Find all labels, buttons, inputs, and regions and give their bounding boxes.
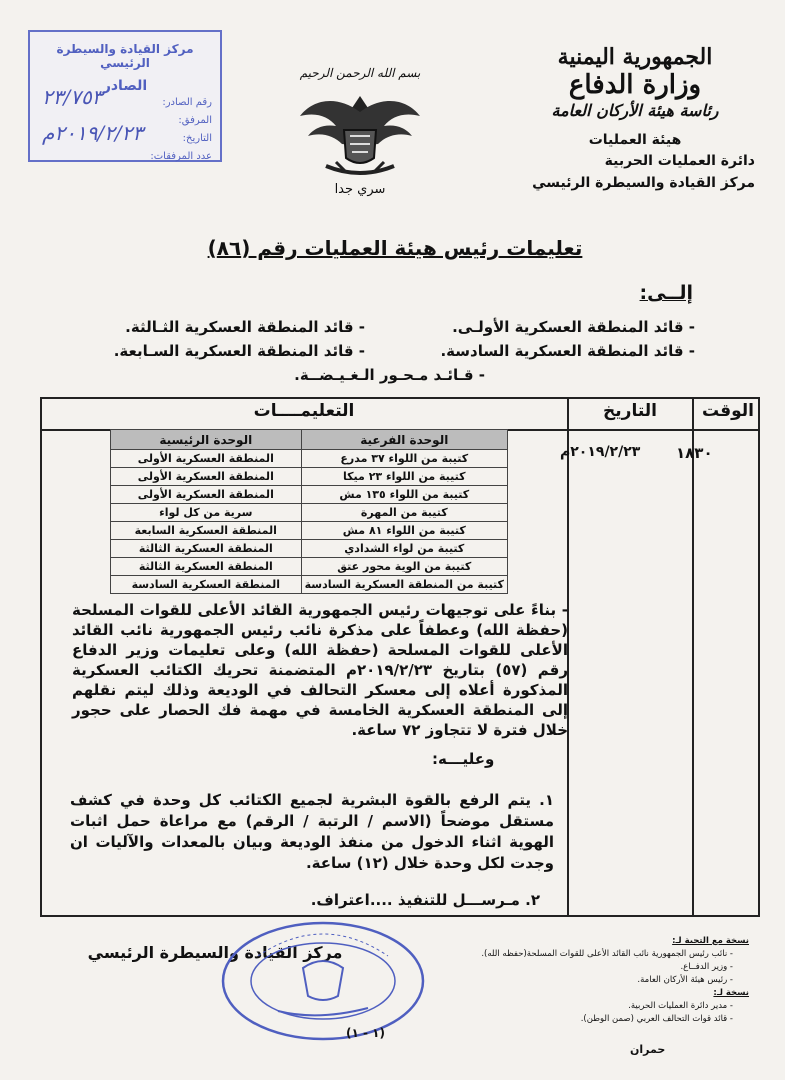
outgoing-stamp bbox=[28, 30, 222, 162]
instruction-item-1: ١. يتم الرفع بالقوة البشرية لجميع الكتائب كل وحدة في كشف مستقل موضحاً (الاسم / الرتبة / الرقم) مع مراعاة حمل اثبات الهوية اثناء الدخول من منفذ الوديعة وبيان بالمعدات والآليات ان وجدت لكل وحدة خلال (١٢) ساعة. bbox=[70, 791, 554, 872]
sub-unit-cell: كتيبة من الوية محور عتق bbox=[301, 558, 507, 576]
table-row bbox=[111, 558, 508, 576]
sub-unit-cell: كتيبة من لواء الشدادي bbox=[301, 540, 507, 558]
table-row bbox=[111, 486, 508, 504]
copies-greeting-label: نسخة مع التحية لـ: bbox=[672, 936, 749, 946]
war-operations-dept: دائرة العمليات الحربية bbox=[604, 153, 755, 169]
sub-unit-cell: كتيبة من المهرة bbox=[301, 504, 507, 522]
stamp-date-value: ٢٠١٩/٢/٢٣م bbox=[42, 121, 144, 145]
copy-item: - نائب رئيس الجمهورية نائب القائد الأعلى للقوات المسلحة(حفظه الله). bbox=[481, 949, 733, 959]
units-table bbox=[110, 429, 508, 594]
col-date-header: التاريخ bbox=[603, 401, 657, 421]
stamp-date-line bbox=[30, 121, 220, 148]
directive-paragraph: - بناءً على توجيهات رئيس الجمهورية القائد الأعلى للقوات المسلحة (حفظة الله) وعطفاً على مذكرة نائب رئيس الجمهورية نائب القائد الأعلى للقوات المسلحة (حفظة الله) وعلى تعليمات وزير الدفاع رقم (٥٧) بتاريخ ٢٠١٩/٢/٢٣م المتضمنة تحريك الكتائب العسكرية المذكورة أعلاه إلى معسكر التحالف في الوديعة وذلك ليتم نقلهم إلى المنطقة العسكرية الخامسة في مهمة فك الحصار على حجور خلال فترة لا تتجاوز ٧٢ ساعة. bbox=[72, 601, 568, 739]
table-row bbox=[111, 540, 508, 558]
instruction-time: ١٨٣٠ bbox=[676, 444, 713, 462]
therefore-label: وعليـــه: bbox=[432, 750, 495, 768]
copy-item: - رئيس هيئة الأركان العامة. bbox=[637, 975, 733, 985]
table-row bbox=[111, 450, 508, 468]
sub-unit-cell: كتيبة من المنطقة العسكرية السادسة bbox=[301, 576, 507, 594]
main-unit-cell: المنطقة العسكرية السابعة bbox=[111, 522, 302, 540]
stamp-outgoing: الصادر bbox=[102, 78, 148, 94]
main-unit-cell: المنطقة العسكرية الثالثة bbox=[111, 540, 302, 558]
ministry-name: وزارة الدفاع bbox=[568, 70, 702, 100]
stamp-ref-line bbox=[30, 85, 220, 112]
stamp-date-label: التاريخ: bbox=[182, 133, 212, 144]
instruction-item-2: ٢. مـرســـل للتنفيذ ....اعتراف. bbox=[310, 891, 540, 909]
main-unit-cell: المنطقة العسكرية الثالثة bbox=[111, 558, 302, 576]
sub-unit-cell: كتيبة من اللواء ٣٧ مدرع bbox=[301, 450, 507, 468]
copies-to-label: نسخة لـ: bbox=[713, 988, 749, 998]
letterhead bbox=[515, 44, 755, 194]
stamp-attach-label: المرفق: bbox=[178, 115, 212, 126]
recipient-1: - قائد المنطقة العسكرية الأولـى. bbox=[452, 318, 695, 336]
distribution-list bbox=[419, 935, 749, 1026]
table-row bbox=[111, 468, 508, 486]
main-unit-cell: سرية من كل لواء bbox=[111, 504, 302, 522]
main-unit-header: الوحدة الرئيسية bbox=[111, 430, 302, 450]
stamp-center: مركز القيادة والسيطرة الرئيسي bbox=[56, 42, 194, 70]
to-label: إلــى: bbox=[639, 282, 693, 304]
eagle-emblem-icon bbox=[296, 86, 424, 182]
units-header-row bbox=[111, 430, 508, 450]
recipient-ghaydah: - قـائـد مـحـور الـغـيـضــة. bbox=[294, 366, 485, 384]
time-divider bbox=[692, 399, 694, 915]
classification-label: سري جدا bbox=[334, 182, 386, 197]
signature-block: مركز القيادة والسيطرة الرئيسي bbox=[87, 943, 343, 962]
instruction-date: ٢٠١٩/٢/٢٣م bbox=[560, 444, 641, 460]
sub-unit-cell: كتيبة من اللواء ١٣٥ مش bbox=[301, 486, 507, 504]
sub-unit-header: الوحدة الفرعية bbox=[301, 430, 507, 450]
main-unit-cell: المنطقة العسكرية الأولى bbox=[111, 450, 302, 468]
col-instructions-header: التعليمــــات bbox=[253, 401, 355, 421]
table-row bbox=[111, 576, 508, 594]
stamp-ref-label: رقم الصادر: bbox=[162, 97, 212, 108]
republic-name: الجمهورية اليمنية bbox=[557, 44, 713, 70]
sub-unit-cell: كتيبة من اللواء ٨١ مش bbox=[301, 522, 507, 540]
copy-item: - وزير الدفــاع. bbox=[680, 962, 733, 972]
command-center: مركز القيادة والسيطرة الرئيسي bbox=[532, 175, 755, 191]
recipient-3: - قائد المنطقة العسكرية الثـالثة. bbox=[125, 318, 365, 336]
copy-item: - مدير دائرة العمليات الحربية. bbox=[628, 1001, 733, 1011]
main-unit-cell: المنطقة العسكرية السادسة bbox=[111, 576, 302, 594]
stamp-count-label: عدد المرفقات: bbox=[150, 151, 212, 162]
stamp-ref-value: ٢٣/٧٥٣ bbox=[42, 85, 103, 109]
col-time-header: الوقت bbox=[702, 401, 754, 421]
typist-name: حمران bbox=[630, 1043, 666, 1056]
general-staff: رئاسة هيئة الأركان العامة bbox=[551, 101, 719, 120]
copy-item: - قائد قوات التحالف العربي (صمن الوطن). bbox=[580, 1014, 733, 1024]
round-seal-icon bbox=[218, 916, 428, 1046]
recipient-7: - قائد المنطقة العسكرية السـابعة. bbox=[113, 342, 365, 360]
main-unit-cell: المنطقة العسكرية الأولى bbox=[111, 468, 302, 486]
table-row bbox=[111, 522, 508, 540]
main-unit-cell: المنطقة العسكرية الأولى bbox=[111, 486, 302, 504]
basmala: بسم الله الرحمن الرحيم bbox=[299, 66, 421, 80]
operations-authority: هيئة العمليات bbox=[588, 132, 682, 148]
table-row bbox=[111, 504, 508, 522]
document-title: تعليمات رئيس هيئة العمليات رقم (٨٦) bbox=[207, 236, 583, 260]
recipient-6: - قائد المنطقة العسكرية السادسة. bbox=[440, 342, 695, 360]
page-number: (١ - ١) bbox=[346, 1026, 385, 1040]
stamp-count-line bbox=[30, 148, 220, 166]
sub-unit-cell: كتيبة من اللواء ٢٣ ميكا bbox=[301, 468, 507, 486]
